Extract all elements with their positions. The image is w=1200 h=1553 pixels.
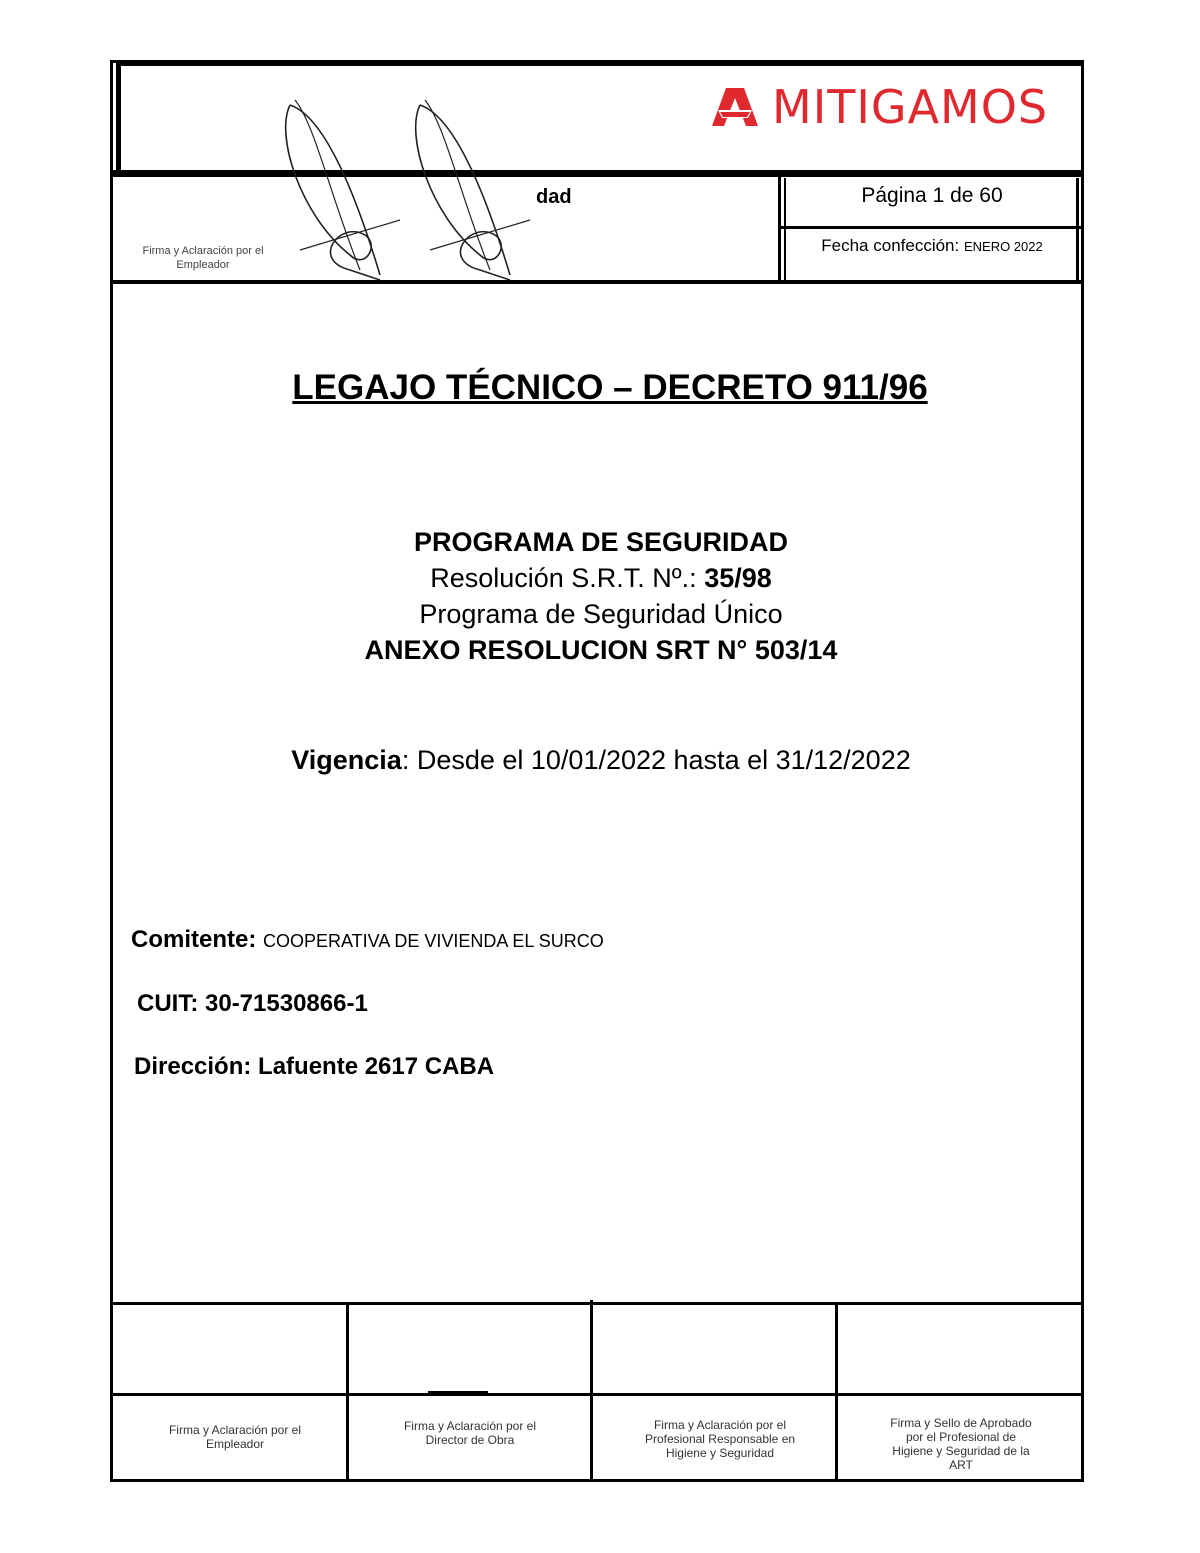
footer-col-divider-1 <box>346 1302 349 1480</box>
resolution-line: Resolución S.R.T. Nº.: 35/98 <box>430 563 772 593</box>
header-top-rule-thick <box>116 62 1082 66</box>
fecha-value: ENERO 2022 <box>963 239 1043 254</box>
header-title-partial: dad <box>536 186 572 208</box>
signature-scribble-1 <box>270 95 410 285</box>
footer-col-divider-3 <box>835 1302 838 1480</box>
logo-text: MITIGAMOS <box>772 80 1049 134</box>
company-logo <box>712 80 1048 134</box>
mitigamos-logo-icon <box>712 88 758 126</box>
direccion-line: Dirección: Lafuente 2617 CABA <box>134 1053 495 1080</box>
footer-caption-profesional: Firma y Aclaración por el Profesional Responsable en Higiene y Seguridad <box>644 1418 796 1460</box>
validity-line: Vigencia: Desde el 10/01/2022 hasta el 31/12/2022 <box>291 745 911 775</box>
cuit-line: CUIT: 30-71530866-1 <box>137 990 368 1017</box>
program-title: PROGRAMA DE SEGURIDAD <box>413 527 789 557</box>
footer-caption-empleador: Firma y Aclaración por el Empleador <box>168 1423 302 1451</box>
footer-top-rule <box>113 1302 1083 1305</box>
footer-accent-rule <box>428 1391 488 1394</box>
page-box-rule <box>780 226 1082 229</box>
header-bottom-rule <box>113 280 1083 284</box>
page-number: Página 1 de 60 <box>861 184 1003 207</box>
resolution-value: 35/98 <box>704 563 772 593</box>
main-title: LEGAJO TÉCNICO – DECRETO 911/96 <box>292 368 928 407</box>
annex-line: ANEXO RESOLUCION SRT N° 503/14 <box>364 635 838 665</box>
signature-scribble-2 <box>400 95 540 285</box>
comitente-line: Comitente: COOPERATIVA DE VIVIENDA EL SURCO <box>131 926 604 953</box>
footer-middle-rule <box>113 1393 1083 1396</box>
validity-label: Vigencia <box>291 745 402 775</box>
header-divider <box>113 170 1083 177</box>
program-unique: Programa de Seguridad Único <box>419 599 783 629</box>
footer-col-divider-2 <box>590 1300 593 1480</box>
comitente-value: COOPERATIVA DE VIVIENDA EL SURCO <box>263 931 604 951</box>
header-left-rule-thick <box>116 62 121 174</box>
fecha-confeccion: Fecha confección: ENERO 2022 <box>821 236 1043 255</box>
footer-caption-art: Firma y Sello de Aprobado por el Profesional de Higiene y Seguridad de la ART <box>890 1416 1032 1472</box>
footer-caption-director: Firma y Aclaración por el Director de Obra <box>403 1419 537 1447</box>
header-signature-caption: Firma y Aclaración por el Empleador <box>142 245 264 271</box>
